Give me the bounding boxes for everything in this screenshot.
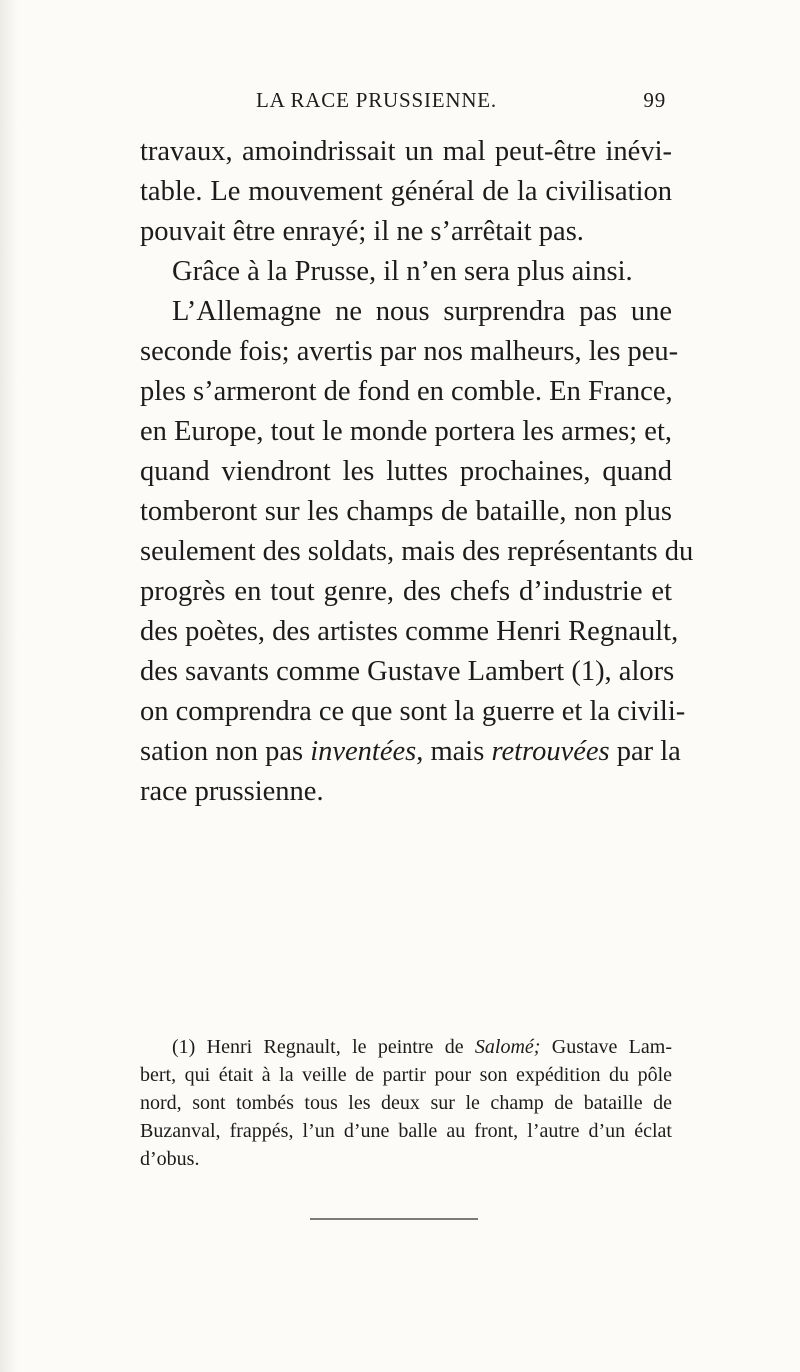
footnote-line-1-part-1: (1) Henri Regnault, le peintre de xyxy=(172,1036,475,1058)
body-line-4: Grâce à la Prusse, il n’en sera plus ainsi. xyxy=(172,256,633,287)
footnote-line-2: bert, qui était à la veille de partir pour son expédition du pôle xyxy=(140,1064,672,1086)
body-line-10: tomberont sur les champs de bataille, non plus xyxy=(140,496,672,527)
footnote-line-1-part-3: Gustave Lam- xyxy=(540,1036,672,1058)
page-header xyxy=(144,88,666,118)
body-line-17: race prussienne. xyxy=(140,776,324,807)
footnote-line-4: Buzanval, frappés, l’un d’une balle au front, l’autre d’un éclat xyxy=(140,1120,672,1142)
body-line-6: seconde fois; avertis par nos malheurs, les peu- xyxy=(140,336,679,367)
footnote-line-3: nord, sont tombés tous les deux sur le champ de bataille de xyxy=(140,1092,672,1114)
body-line-9: quand viendront les luttes prochaines, quand xyxy=(140,456,672,487)
body-line-5: L’Allemagne ne nous surprendra pas une xyxy=(172,296,672,327)
body-line-16-part-1: sation non pas xyxy=(140,736,311,767)
body-line-16-part-3: , mais xyxy=(416,736,492,767)
footnote-line-5: d’obus. xyxy=(140,1148,200,1170)
body-line-16-part-5: par la xyxy=(609,736,681,767)
body-line-1: travaux, amoindrissait un mal peut-être inévi- xyxy=(140,136,672,167)
running-title: LA RACE PRUSSIENNE. xyxy=(256,88,497,112)
separator-rule xyxy=(310,1218,478,1220)
body-line-7: ples s’armeront de fond en comble. En France, xyxy=(140,376,673,407)
italic-word-inventees: inventées xyxy=(310,736,417,767)
body-line-13: des poètes, des artistes comme Henri Regnault, xyxy=(140,616,679,647)
footnote xyxy=(140,1033,672,1173)
body-line-14: des savants comme Gustave Lambert (1), alors xyxy=(140,656,675,687)
body-line-8: en Europe, tout le monde portera les armes; et, xyxy=(140,416,672,447)
italic-word-retrouvees: retrouvées xyxy=(491,736,610,767)
body-line-2: table. Le mouvement général de la civilisation xyxy=(140,176,672,207)
body-line-15: on comprendra ce que sont la guerre et la civili- xyxy=(140,696,686,727)
page-number: 99 xyxy=(643,88,666,112)
body-line-3: pouvait être enrayé; il ne s’arrêtait pas. xyxy=(140,216,584,247)
footnote-line-1 xyxy=(140,1033,672,1061)
body-text xyxy=(140,132,694,812)
body-line-11: seulement des soldats, mais des représentants du xyxy=(140,536,694,567)
italic-title-salome: Salomé; xyxy=(474,1036,541,1058)
body-line-12: progrès en tout genre, des chefs d’industrie et xyxy=(140,576,672,607)
body-line-16 xyxy=(140,732,681,772)
